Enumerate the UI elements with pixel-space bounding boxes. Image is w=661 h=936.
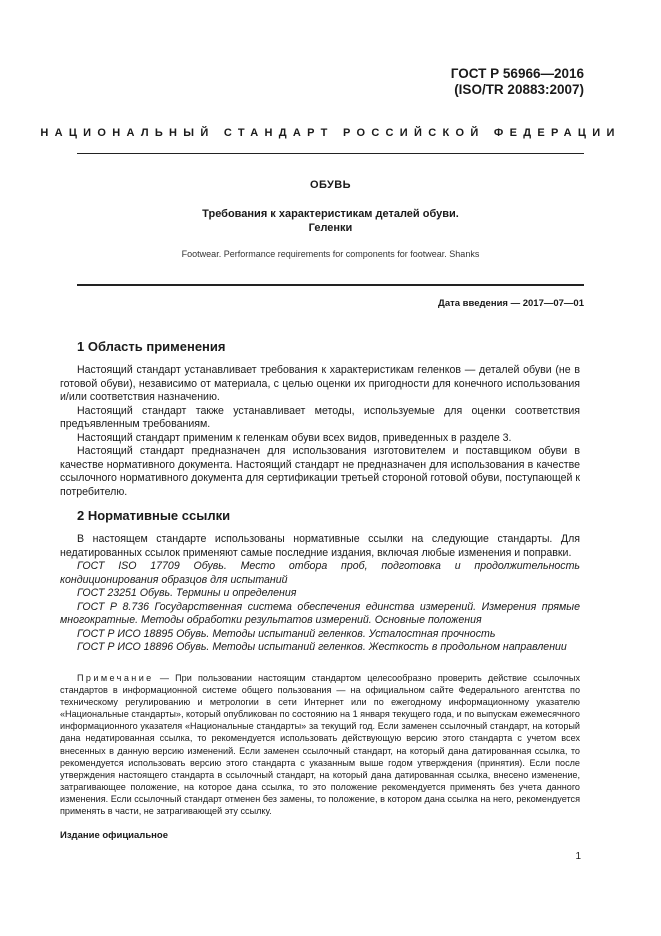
reference-item: ГОСТ ISO 17709 Обувь. Место отбора проб, подготовка и продолжительность кондиционирования образцов для испытаний xyxy=(60,560,580,586)
edition-label: Издание официальное xyxy=(60,830,168,841)
note-text: — При пользовании настоящим стандартом целесообразно проверить действие ссылочных стандартов в информационной системе общего пользования — на официальном сайте Федерального агентства по техническому регулированию и метрологии в сети Интернет или по ежегодному информационному указателю «Национальные стандарты», который опубликован по состоянию на 1 января текущего года, и по выпускам ежемесячного информационного указателя «Национальные стандарты» за текущий год. Если заменен ссылочный стандарт, на который дана недатированная ссылка, то рекомендуется использовать действующую версию этого стандарта с учетом всех внесенных в данную версию изменений. Если заменен ссылочный стандарт, на который дана датированная ссылка, то рекомендуется использовать версию этого стандарта с указанным выше годом утверждения (принятия). Если после утверждения настоящего стандарта в ссылочный стандарт, на который дана датированная ссылка, внесено изменение, затрагивающее положение, на которое дана ссылка, то это положение рекомендуется применять без учета данного изменения. Если ссылочный стандарт отменен без замены, то положение, в котором дана ссылка на него, рекомендуется применять в части, не затрагивающей эту ссылку. xyxy=(60,673,580,817)
paragraph: Настоящий стандарт применим к геленкам обуви всех видов, приведенных в разделе 3. xyxy=(77,431,512,444)
reference-item: ГОСТ 23251 Обувь. Термины и определения xyxy=(77,587,297,599)
section-body-scope xyxy=(60,364,580,499)
note-paragraph xyxy=(60,672,580,817)
header-divider xyxy=(77,153,584,154)
paragraph: В настоящем стандарте использованы нормативные ссылки на следующие стандарты. Для недатированных ссылок применяют самые последние издания, включая любые изменения и поправки. xyxy=(60,533,580,559)
national-standard-banner: НАЦИОНАЛЬНЫЙ СТАНДАРТ РОССИЙСКОЙ ФЕДЕРАЦИИ xyxy=(40,127,621,139)
document-title: ОБУВЬ xyxy=(310,179,351,191)
paragraph: Настоящий стандарт предназначен для использования изготовителем и поставщиком обуви в качестве нормативного документа. Настоящий стандарт не предназначен для использования в качестве ссылочного нормативного документа для сертификации третьей стороной готовой обуви, поступающей к потребителю. xyxy=(60,445,580,498)
title-divider xyxy=(77,284,584,286)
reference-item: ГОСТ Р ИСО 18896 Обувь. Методы испытаний геленков. Жесткость в продольном направлении xyxy=(77,641,567,653)
reference-item: ГОСТ Р 8.736 Государственная система обеспечения единства измерений. Измерения прямые многократные. Методы обработки результатов измерений. Основные положения xyxy=(60,600,580,626)
english-title: Footwear. Performance requirements for components for footwear. Shanks xyxy=(181,249,480,259)
paragraph: Настоящий стандарт также устанавливает методы, используемые для оценки соответствия предъявленным требованиям. xyxy=(60,404,580,430)
introduction-date: Дата введения — 2017—07—01 xyxy=(438,298,584,309)
subtitle-line: Геленки xyxy=(308,222,353,234)
section-heading-references: 2 Нормативные ссылки xyxy=(77,508,231,523)
standard-identifier xyxy=(451,66,584,98)
paragraph: Настоящий стандарт устанавливает требования к характеристикам геленков — деталей обуви (не в готовой обуви), независимо от материала, с целью оценки их пригодности для конечного использования и/или соответствия назначению. xyxy=(60,364,580,403)
subtitle-line: Требования к характеристикам деталей обуви. xyxy=(202,208,459,220)
reference-item: ГОСТ Р ИСО 18895 Обувь. Методы испытаний геленков. Усталостная прочность xyxy=(77,627,496,640)
page-number: 1 xyxy=(575,851,581,862)
standard-number: ГОСТ Р 56966—2016 xyxy=(450,66,584,81)
note-label: Примечание xyxy=(77,673,154,683)
section-heading-scope: 1 Область применения xyxy=(77,339,226,354)
iso-reference: (ISO/TR 20883:2007) xyxy=(454,82,584,97)
section-body-references xyxy=(60,533,580,655)
document-subtitle xyxy=(0,207,661,235)
